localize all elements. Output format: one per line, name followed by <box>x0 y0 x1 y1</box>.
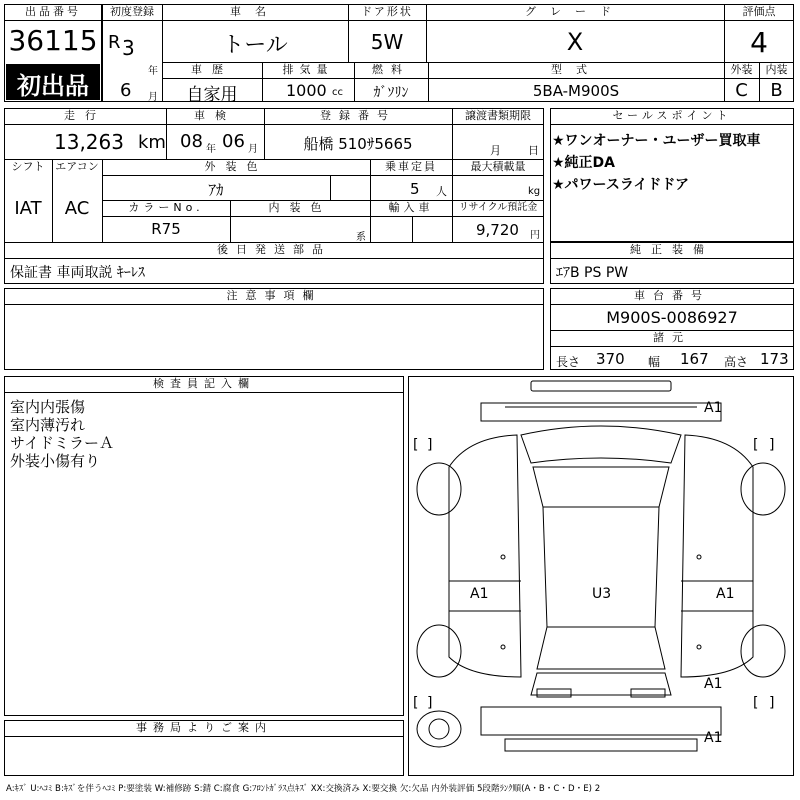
damage-front-bumper: A1 <box>704 400 723 416</box>
interior-label: 内装 <box>765 63 788 76</box>
load-unit: kg <box>528 186 541 197</box>
int-color-unit: 系 <box>356 232 366 243</box>
damage-left-side: A1 <box>470 586 489 602</box>
transfer-label: 譲渡書類期限 <box>465 109 531 122</box>
lot-number: 36115 <box>8 24 98 57</box>
first-listing-text: 初出品 <box>17 72 89 100</box>
inspector-note-1: 室内内張傷 <box>10 398 86 416</box>
chassis-number: M900S-0086927 <box>606 308 738 327</box>
grade-label: グレード <box>525 5 625 18</box>
later-parts-label: 後日発送部品 <box>217 243 331 256</box>
inspection-year-unit: 年 <box>206 144 216 155</box>
shift-label: シフト <box>11 160 45 173</box>
inspection-month: 06 <box>222 131 245 152</box>
equipment: ｴｱB PS PW <box>556 265 629 281</box>
svg-text:]: ] <box>769 695 775 711</box>
legend: A:ｷｽﾞ U:ﾍｺﾐ B:ｷｽﾞを伴うﾍｺﾐ P:要塗装 W:補修跡 S:錆 C:腐食 G:ﾌﾛﾝﾄｶﾞﾗｽ点ｷｽﾞ XX:交換済み X:要交換 欠:欠品 内外装評価 5段階ﾗﾝｸ順(A・B・C・D・E) 2 <box>6 784 601 794</box>
later-parts: 保証書 車両取説 ｷｰﾚｽ <box>10 265 145 281</box>
damage-right-side: A1 <box>716 586 735 602</box>
sales-point-label: セールスポイント <box>612 109 732 122</box>
recycle-label: リサイクル預託金 <box>458 202 538 213</box>
damage-roof: U3 <box>592 586 612 602</box>
month-value: 6 <box>120 80 132 101</box>
displacement-label: 排気量 <box>282 63 334 76</box>
height: 173 <box>760 350 789 368</box>
reg-no: 船橋 510ｻ5665 <box>303 135 413 153</box>
sales-point-1: ★ワンオーナー・ユーザー買取車 <box>552 133 761 149</box>
shift: IAT <box>14 198 42 219</box>
sales-point-3: ★パワースライドドア <box>552 177 690 193</box>
capacity: 5 <box>410 180 420 198</box>
era: R <box>108 32 121 53</box>
mileage: 13,263 <box>54 130 124 154</box>
inspection-label: 車検 <box>194 109 236 122</box>
recycle: 9,720 <box>476 221 519 239</box>
interior-grade: B <box>770 80 783 101</box>
transfer-month-unit: 月 <box>490 144 501 157</box>
import-label: 輸入車 <box>388 201 434 214</box>
capacity-label: 乗車定員 <box>385 160 437 173</box>
mileage-label: 走行 <box>64 109 106 122</box>
inspection-year: 08 <box>180 131 203 152</box>
fuel-label: 燃料 <box>372 63 410 76</box>
load-label: 最大積載量 <box>470 160 526 173</box>
svg-text:[: [ <box>413 695 419 711</box>
equipment-label: 純正装備 <box>630 243 714 256</box>
reg-no-label: 登録番号 <box>320 109 396 122</box>
score-label: 評価点 <box>742 5 776 18</box>
month-unit: 月 <box>148 92 158 103</box>
inspector-note-4: 外装小傷有り <box>10 452 101 470</box>
score: 4 <box>750 26 768 59</box>
door-label: ドア形状 <box>361 5 413 18</box>
door-type: 5W <box>370 30 404 54</box>
car-diagram <box>408 376 794 776</box>
svg-text:[: [ <box>413 437 419 453</box>
aircon-label: エアコン <box>55 160 99 173</box>
notes-label: 注意事項欄 <box>226 289 322 302</box>
dimensions-label: 諸元 <box>653 331 691 344</box>
exterior-grade: C <box>735 80 748 101</box>
year-value: 3 <box>122 36 135 60</box>
transfer-day-unit: 日 <box>528 144 539 157</box>
damage-rear-bumper: A1 <box>704 730 723 746</box>
color-no-label: カラーNo. <box>128 201 204 214</box>
svg-text:[: [ <box>753 437 759 453</box>
svg-text:]: ] <box>427 437 433 453</box>
lot-label: 出品番号 <box>25 5 81 18</box>
inspector-label: 検査員記入欄 <box>153 377 255 390</box>
mileage-unit: km <box>138 132 166 153</box>
damage-rear-right: A1 <box>704 676 723 692</box>
car-name-label: 車名 <box>230 5 280 18</box>
aircon: AC <box>64 198 90 219</box>
grade: X <box>566 28 584 56</box>
year-unit: 年 <box>148 66 158 77</box>
car-name: トール <box>222 33 288 58</box>
capacity-unit: 人 <box>436 185 447 198</box>
chassis-label: 車台番号 <box>634 289 710 302</box>
width: 167 <box>680 350 709 368</box>
length: 370 <box>596 350 625 368</box>
height-label: 高さ <box>724 355 749 369</box>
history-label: 車歴 <box>191 63 233 76</box>
exterior-label: 外装 <box>730 63 753 76</box>
length-label: 長さ <box>556 355 581 369</box>
ext-color: ｱｶ <box>208 181 224 199</box>
inspection-month-unit: 月 <box>248 144 258 155</box>
svg-text:]: ] <box>427 695 433 711</box>
recycle-unit: 円 <box>530 230 540 241</box>
fuel: ｶﾞｿﾘﾝ <box>373 85 409 101</box>
width-label: 幅 <box>648 355 661 369</box>
model: 5BA-M900S <box>532 82 620 100</box>
model-label: 型式 <box>551 63 601 76</box>
inspector-note-2: 室内薄汚れ <box>10 416 86 434</box>
office-label: 事務局よりご案内 <box>136 721 272 734</box>
svg-text:[: [ <box>753 695 759 711</box>
first-reg-label: 初度登録 <box>110 5 154 18</box>
int-color-label: 内装色 <box>268 201 332 214</box>
sales-point-2: ★純正DA <box>552 155 616 171</box>
displacement-unit: cc <box>332 87 343 98</box>
svg-text:]: ] <box>769 437 775 453</box>
history: 自家用 <box>186 85 238 105</box>
color-no: R75 <box>151 220 181 238</box>
displacement: 1000 <box>286 81 327 100</box>
inspector-note-3: サイドミラーＡ <box>10 434 114 452</box>
ext-color-label: 外装色 <box>204 160 268 173</box>
